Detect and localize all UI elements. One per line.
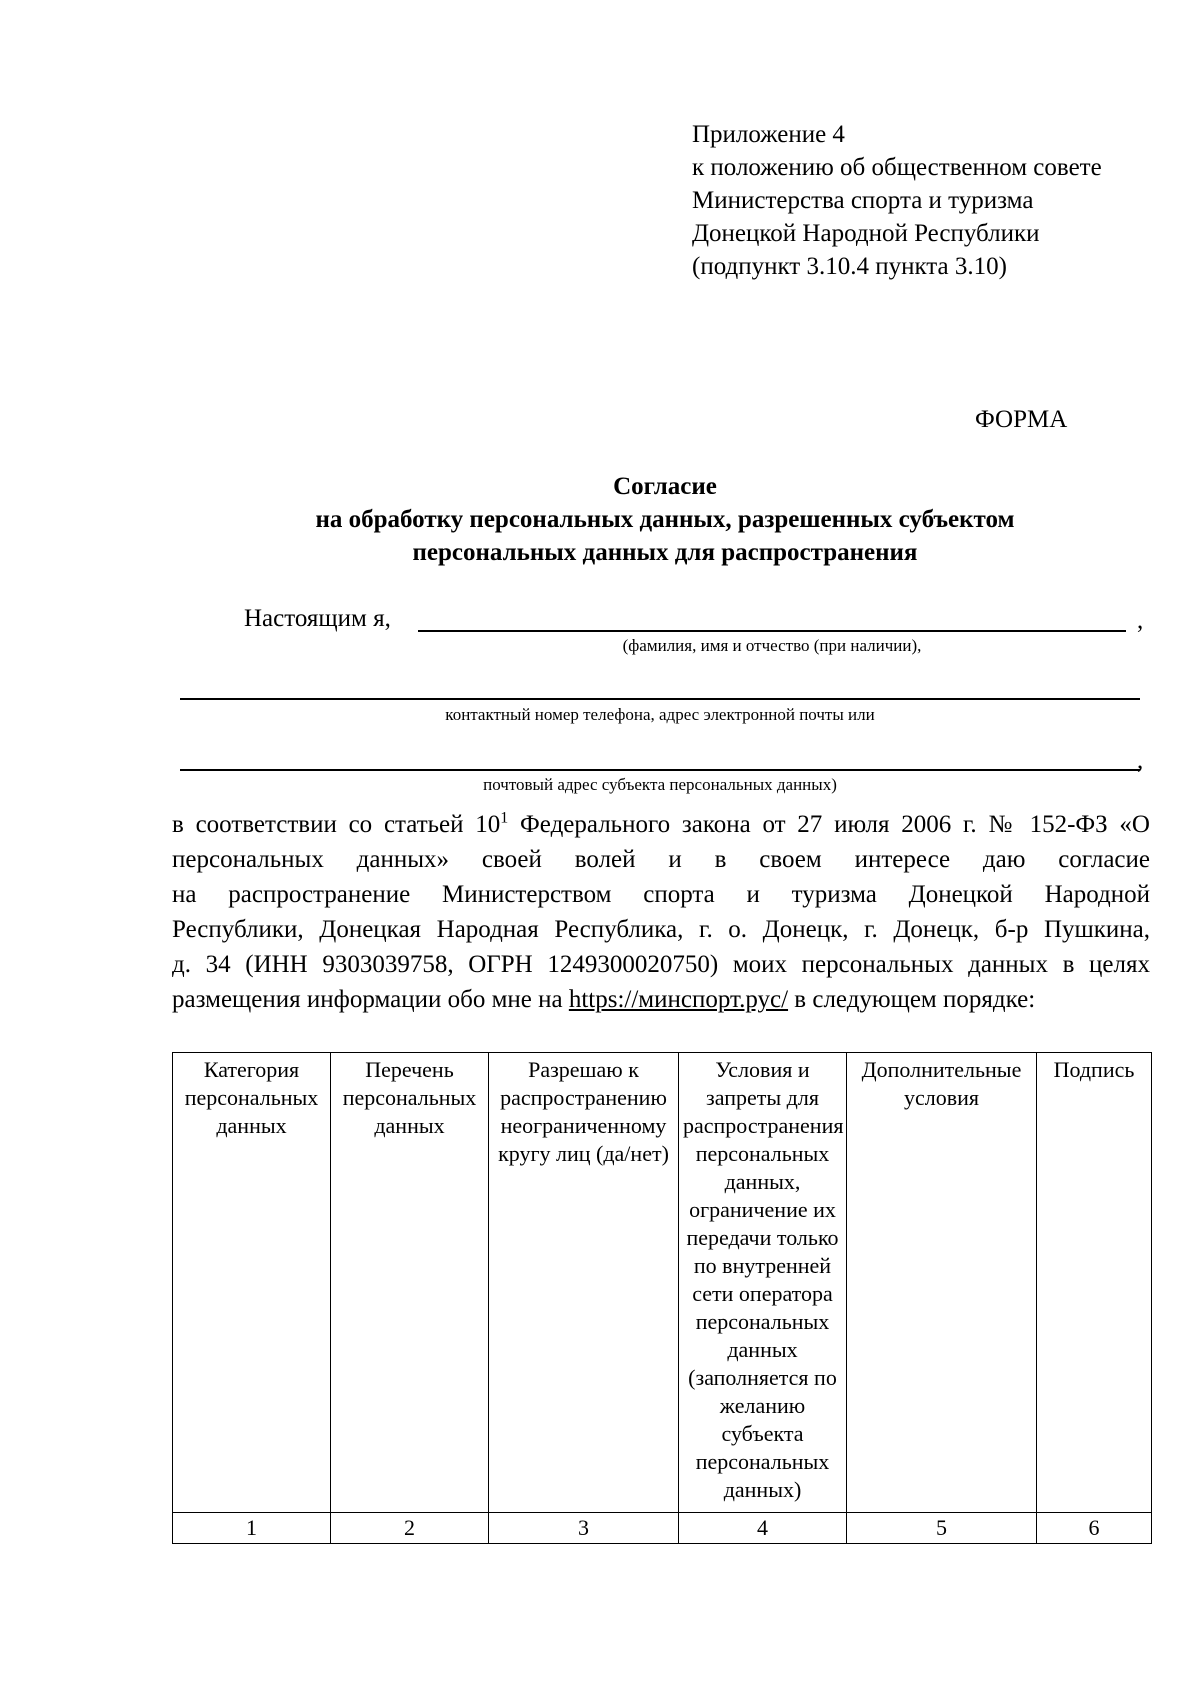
column-number-6: 6 <box>1037 1513 1152 1544</box>
name-field-hint: (фамилия, имя и отчество (при наличии), <box>622 636 922 655</box>
document-title <box>170 470 1160 569</box>
column-number-4: 4 <box>679 1513 847 1544</box>
column-number-5: 5 <box>847 1513 1037 1544</box>
postal-field-comma: , <box>1137 747 1144 774</box>
appendix-line-2: к положению об общественном совете <box>692 154 1102 181</box>
paragraph-line-1-end: Федерального закона от 27 июля 2006 г. № 152-ФЗ «О <box>508 811 1150 838</box>
paragraph-line-1 <box>172 807 1150 842</box>
appendix-reference <box>692 118 1102 283</box>
header-category: Категория персональных данных <box>173 1053 331 1513</box>
postal-field-hint: почтовый адрес субъекта персональных данных) <box>483 775 837 794</box>
appendix-line-1: Приложение 4 <box>692 121 845 148</box>
paragraph-line-3: на распространение Министерством спорта и туризма Донецкой Народной <box>172 881 1150 908</box>
appendix-line-4: Донецкой Народной Республики <box>692 220 1040 247</box>
column-number-2: 2 <box>331 1513 489 1544</box>
article-superscript: 1 <box>500 809 509 827</box>
header-permission: Разрешаю к распространению неограниченному кругу лиц (да/нет) <box>489 1053 679 1513</box>
contact-field-line[interactable] <box>180 698 1140 700</box>
postal-field-line[interactable] <box>180 769 1140 771</box>
header-additional: Дополнительные условия <box>847 1053 1037 1513</box>
paragraph-line-4: Республики, Донецкая Народная Республика, г. о. Донецк, г. Донецк, б-р Пушкина, <box>172 916 1150 943</box>
header-conditions: Условия и запреты для распространения персональных данных, ограничение их передачи только по внутренней сети оператора персональных данных (заполняется по желанию субъекта персональных данных) <box>679 1053 847 1513</box>
table-header-row <box>173 1053 1152 1513</box>
ministry-website-link[interactable]: https://минспорт.рус/ <box>568 986 789 1013</box>
paragraph-line-6-end: в следующем порядке: <box>788 986 1036 1013</box>
title-line-3: персональных данных для распространения <box>412 539 918 566</box>
appendix-line-5: (подпункт 3.10.4 пункта 3.10) <box>692 253 1007 280</box>
paragraph-line-6 <box>172 982 1150 1017</box>
contact-field-hint: контактный номер телефона, адрес электронной почты или <box>445 705 875 724</box>
intro-label: Настоящим я, <box>244 605 391 632</box>
table-number-row <box>173 1513 1152 1544</box>
form-label: ФОРМА <box>975 406 1068 433</box>
name-field-line[interactable] <box>418 630 1126 632</box>
title-line-1: Согласие <box>613 473 717 500</box>
header-list: Перечень персональных данных <box>331 1053 489 1513</box>
paragraph-line-2: персональных данных» своей волей и в своем интересе даю согласие <box>172 846 1150 873</box>
column-number-1: 1 <box>173 1513 331 1544</box>
paragraph-line-6-start: размещения информации обо мне на <box>172 986 569 1013</box>
name-field-comma: , <box>1137 607 1144 634</box>
title-line-2: на обработку персональных данных, разрешенных субъектом <box>315 506 1015 533</box>
header-signature: Подпись <box>1037 1053 1152 1513</box>
paragraph-line-5: д. 34 (ИНН 9303039758, ОГРН 1249300020750) моих персональных данных в целях <box>172 951 1150 978</box>
consent-paragraph <box>172 807 1150 1017</box>
consent-table <box>172 1052 1152 1544</box>
column-number-3: 3 <box>489 1513 679 1544</box>
appendix-line-3: Министерства спорта и туризма <box>692 187 1034 214</box>
paragraph-line-1-start: в соответствии со статьей 10 <box>172 811 501 838</box>
